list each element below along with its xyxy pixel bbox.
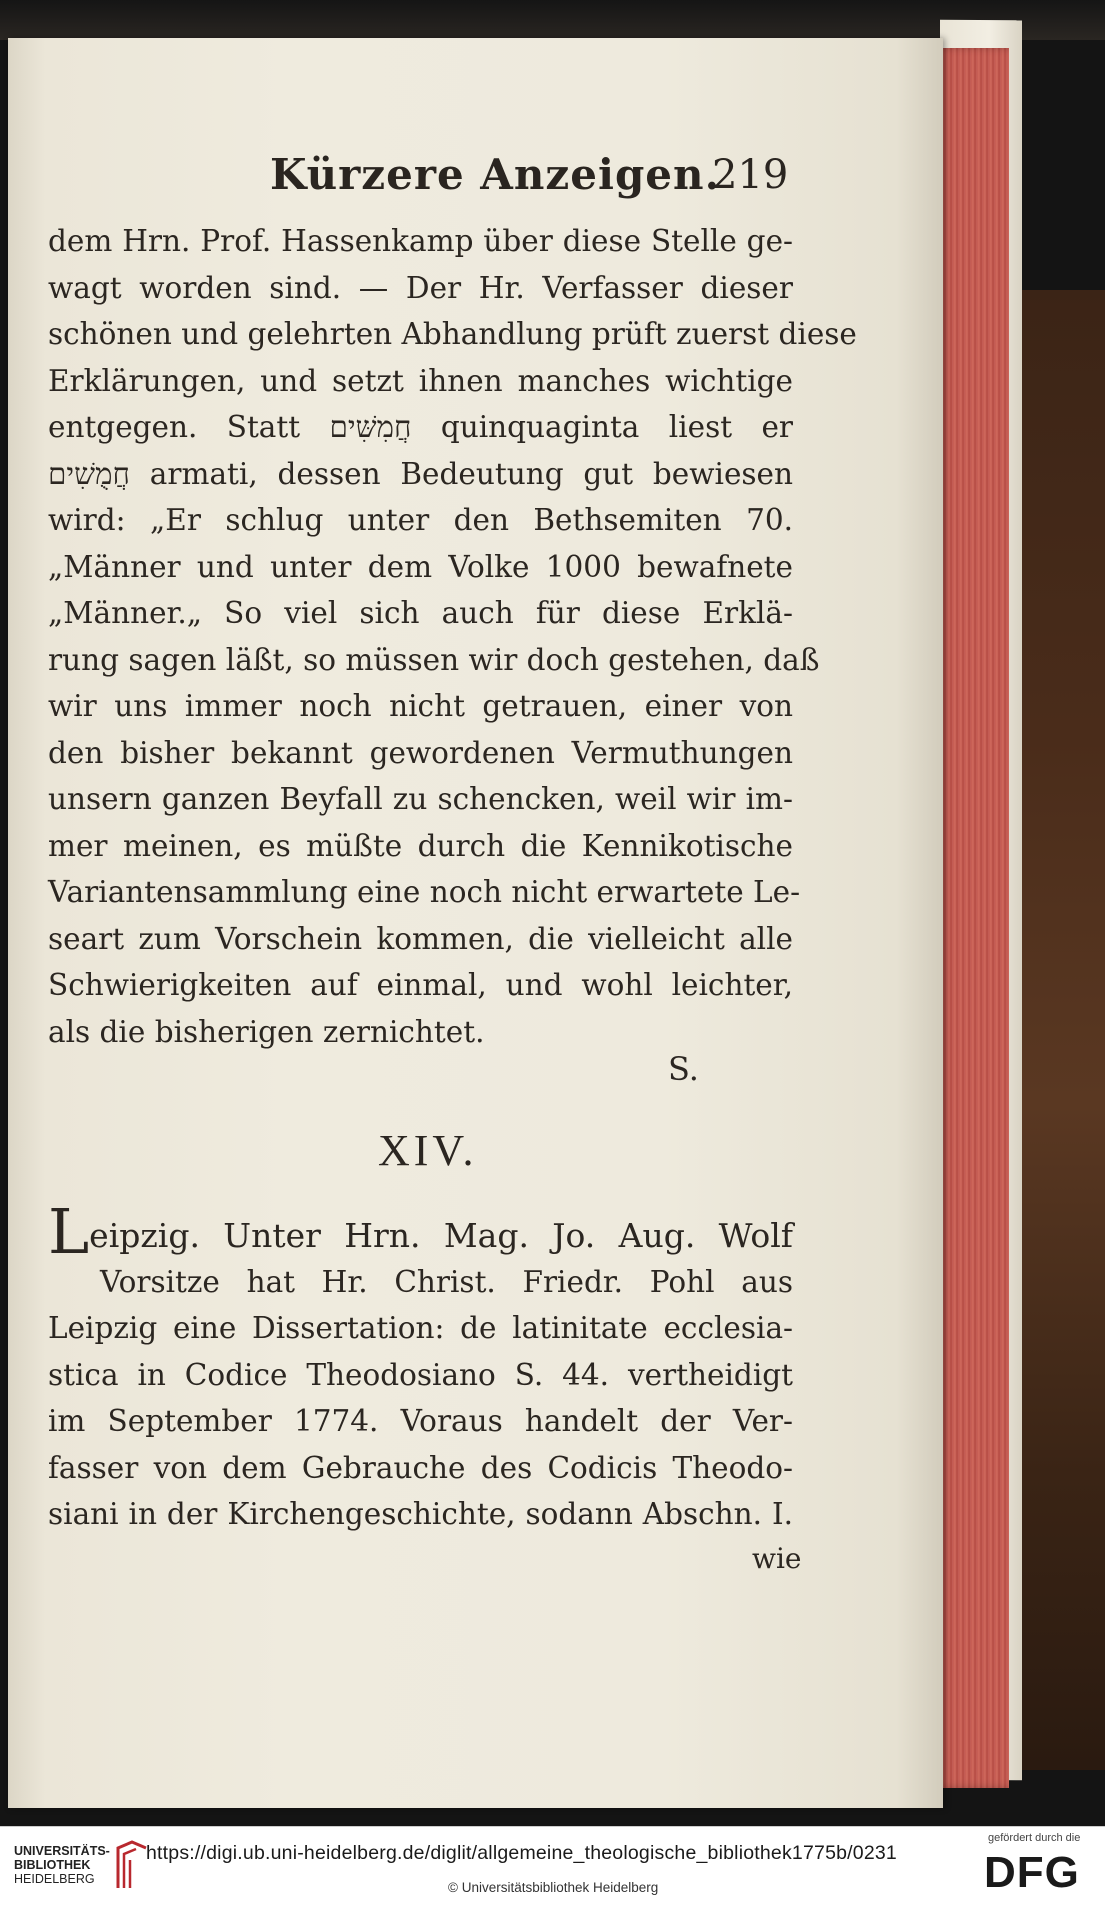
page-edges [935,48,1009,1788]
text-line: seart zum Vorschein kommen, die vielleicht alle [48,921,793,956]
funded-by-label: gefördert durch die [988,1832,1081,1844]
text-line: Leipzig eine Dissertation: de latinitate ecclesia- [48,1311,793,1345]
page-number: 219 [712,152,789,198]
text-line: als die bisherigen zernichtet. [48,1014,485,1049]
text-line: stica in Codice Theodosiano S. 44. vertheidigt [48,1357,793,1392]
text-line: wird: „Er schlug unter den Bethsemiten 70. [48,503,793,537]
text-line: „Männer.„ So viel sich auch für diese Erklä- [48,596,793,630]
text-line: Erklärungen, und setzt ihnen manches wichtige [48,363,793,398]
text-line: „Männer und unter dem Volke 1000 bewafnete [48,549,793,584]
text-line: unsern ganzen Beyfall zu schencken, weil wir im- [48,782,793,816]
text-line: Variantensammlung eine noch nicht erwartete Le- [48,875,801,909]
section-text [48,1195,793,1538]
copyright-notice: © Universitätsbibliothek Heidelberg [448,1880,659,1895]
text-line: Vorsitze hat Hr. Christ. Friedr. Pohl aus [100,1264,793,1299]
text-line: schönen und gelehrten Abhandlung prüft zuerst diese [48,317,857,351]
body-text [48,218,857,1055]
text-line [48,1195,793,1268]
text-line: wir uns immer noch nicht getrauen, einer von [48,689,793,723]
library-name-line3: HEIDELBERG [14,1872,95,1886]
text-line: mer meinen, es müßte durch die Kennikotische [48,828,793,863]
permalink[interactable]: https://digi.ub.uni-heidelberg.de/diglit/allgemeine_theologische_bibliothek1775b/0231 [146,1842,897,1864]
library-name-line1: UNIVERSITÄTS- [14,1844,110,1858]
text-line: dem Hrn. Prof. Hassenkamp über diese Stelle ge- [48,224,793,258]
library-logo-text [14,1844,110,1886]
text-line: entgegen. Statt חֲמִשִּׁים quinquaginta liest er [48,410,794,444]
running-head: Kürzere Anzeigen. [270,150,721,199]
catchword: wie [752,1542,802,1575]
text-line-rest: eipzig. Unter Hrn. Mag. Jo. Aug. Wolf [89,1216,793,1255]
library-name-line2: BIBLIOTHEK [14,1858,91,1872]
signature: S. [668,1050,699,1088]
text-line: fasser von dem Gebrauche des Codicis Theodo- [48,1450,793,1485]
dfg-logo: DFG [984,1848,1080,1897]
backdrop [1010,290,1105,1770]
text-line: im September 1774. Voraus handelt der Ver- [48,1404,793,1438]
text-line: wagt worden sind. — Der Hr. Verfasser dieser [48,270,793,305]
text-line: den bisher bekannt gewordenen Vermuthungen [48,735,793,770]
text-line: siani in der Kirchengeschichte, sodann Abschn. I. [48,1497,793,1531]
text-line: rung sagen läßt, so müssen wir doch gestehen, daß [48,642,820,677]
section-number: XIV. [378,1126,478,1175]
text-line: Schwierigkeiten auf einmal, und wohl leichter, [48,968,793,1002]
drop-cap: L [48,1195,90,1268]
text-line: חֲמֻשִׁים armati, dessen Bedeutung gut bewiesen [48,456,793,491]
